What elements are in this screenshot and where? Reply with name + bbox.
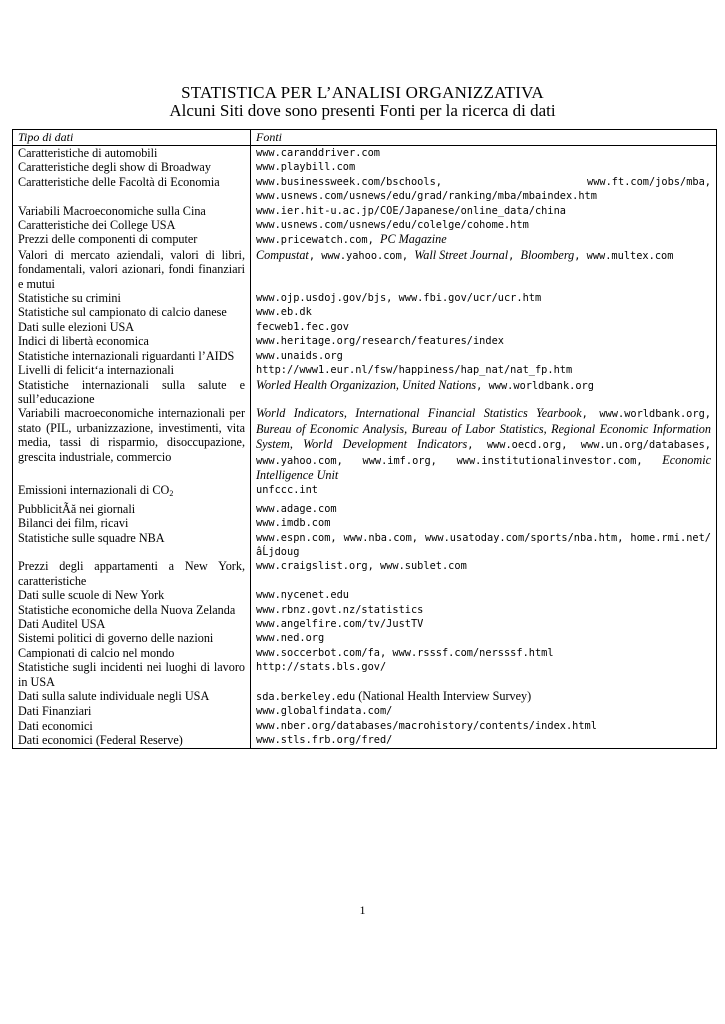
table-row [13,160,717,174]
cell-tipo [13,617,251,631]
cell-fonti [251,733,717,748]
source-link: unfccc.int [256,484,318,497]
cell-fonti [251,483,717,501]
cell-tipo [13,588,251,602]
source-link: , www.oecd.org, www.un.org/databases, www.yahoo.com, www.imf.org, www.institutionalinvestor.com, [256,439,711,467]
table-row [13,334,717,348]
source-link: www.nber.org/databases/macrohistory/contents/index.html [256,719,597,732]
cell-fonti [251,334,717,348]
source-name: Bloomberg [520,247,575,262]
cell-fonti [251,704,717,718]
tipo-text: Statistiche sulle squadre NBA [18,530,165,545]
table-row [13,689,717,704]
tipo-text: Variabili macroeconomiche internazionali per stato (PIL, urbanizzazione, investimenti, vita media, tassi di risparmio, disoccupazione, grescita industriale, commercio [18,406,245,464]
source-link: www.businessweek.com/bschools, www.ft.com/jobs/mba, www.usnews.com/usnews/edu/grad/ranking/mba/mbaindex.htm [256,175,711,203]
table-row [13,378,717,407]
tipo-text: Dati Finanziari [18,704,92,719]
cell-fonti [251,146,717,161]
source-link: www.globalfindata.com/ [256,705,393,718]
cell-tipo [13,516,251,530]
cell-tipo [13,291,251,305]
page-header [0,84,725,120]
cell-tipo [13,305,251,319]
source-link: www.unaids.org [256,349,343,362]
cell-fonti [251,689,717,704]
table-row [13,175,717,204]
cell-tipo [13,559,251,588]
source-link: www.usnews.com/usnews/edu/colelge/cohome.htm [256,219,529,232]
cell-fonti [251,175,717,204]
tipo-text: Dati economici (Federal Reserve) [18,733,183,748]
tipo-text: Dati sulle scuole di New York [18,588,165,603]
cell-fonti [251,588,717,602]
source-name: World Indicators, International Financial Statistics Yearbook [256,406,582,421]
table-row [13,218,717,232]
table-row [13,733,717,748]
table-row [13,363,717,377]
cell-fonti [251,406,717,483]
source-link: www.heritage.org/research/features/index [256,335,504,348]
source-link: www.imdb.com [256,517,331,530]
source-link: http://www1.eur.nl/fsw/happiness/hap_nat/nat_fp.htm [256,364,573,377]
tipo-text: Campionati di calcio nel mondo [18,645,175,660]
table-row [13,483,717,501]
tipo-text: Caratteristiche dei College USA [18,218,176,233]
tipo-text: Statistiche internazionali sulla salute e sull’educazione [18,377,245,406]
table-row [13,603,717,617]
table-row [13,660,717,689]
table-row [13,349,717,363]
tipo-text: Variabili Macroeconomiche sulla Cina [18,203,206,218]
cell-tipo [13,146,251,161]
source-name: Economic Intelligence Unit [256,452,711,482]
cell-tipo [13,646,251,660]
cell-tipo [13,531,251,560]
table-row [13,719,717,733]
table-row [13,646,717,660]
source-name: PC Magazine [380,232,447,247]
tipo-text: Statistiche sugli incidenti nei luoghi di lavoro in USA [18,660,245,689]
tipo-text: Statistiche economiche della Nuova Zelanda [18,602,236,617]
table-row [13,516,717,530]
table-row [13,406,717,483]
cell-fonti [251,631,717,645]
source-link: www.ier.hit-u.ac.jp/COE/Japanese/online_data/china [256,204,566,217]
column-header-fonti: Fonti [251,130,717,146]
cell-tipo [13,334,251,348]
page-subtitle: Alcuni Siti dove sono presenti Fonti per la ricerca di dati [169,101,556,120]
cell-tipo [13,320,251,334]
source-link: , www.yahoo.com, [308,249,415,262]
source-link: www.nycenet.edu [256,589,349,602]
tipo-text: Prezzi delle componenti di computer [18,232,198,247]
table-row [13,320,717,334]
cell-tipo [13,232,251,247]
source-link: www.craigslist.org, www.sublet.com [256,560,467,573]
table-row [13,204,717,218]
tipo-text: Livelli di felicit‘a internazionali [18,363,175,378]
cell-tipo [13,704,251,718]
tipo-text: Caratteristiche delle Facoltà di Economia [18,174,220,189]
cell-fonti [251,349,717,363]
table-body [13,146,717,749]
source-link: www.soccerbot.com/fa, www.rsssf.com/nersssf.html [256,646,554,659]
source-link: www.pricewatch.com, [256,234,380,247]
cell-fonti [251,218,717,232]
table-row [13,588,717,602]
cell-fonti [251,603,717,617]
cell-fonti [251,160,717,174]
table-row [13,631,717,645]
source-link: www.stls.frb.org/fred/ [256,734,393,747]
cell-tipo [13,733,251,748]
cell-fonti [251,502,717,516]
cell-tipo [13,218,251,232]
source-link: sda.berkeley.edu [256,691,356,704]
cell-tipo [13,248,251,291]
cell-fonti [251,719,717,733]
tipo-text: Valori di mercato aziendali, valori di libri, fondamentali, valori azionari, fondi finanziari e mutui [18,247,245,291]
cell-tipo [13,483,251,501]
tipo-text: Sistemi politici di governo delle nazioni [18,631,214,646]
cell-tipo [13,719,251,733]
source-link: (National Health Interview Survey) [355,689,532,704]
cell-fonti [251,320,717,334]
source-link: , www.worldbank.org [476,379,594,392]
source-link: www.espn.com, www.nba.com, www.usatoday.com/sports/nba.htm, home.rmi.net/âĹjdoug [256,531,711,558]
cell-tipo [13,204,251,218]
table-row [13,559,717,588]
cell-fonti [251,559,717,588]
cell-tipo [13,631,251,645]
table-row [13,502,717,516]
page-title: STATISTICA PER L’ANALISI ORGANIZZATIVA [181,83,544,102]
cell-fonti [251,305,717,319]
table-row [13,146,717,161]
cell-fonti [251,617,717,631]
cell-tipo [13,660,251,689]
table-row [13,617,717,631]
source-link: , [508,249,521,262]
cell-tipo [13,406,251,483]
tipo-text: Statistiche sul campionato di calcio danese [18,305,227,320]
source-link: http://stats.bls.gov/ [256,661,387,674]
source-link: www.rbnz.govt.nz/statistics [256,603,424,616]
source-link: , www.worldbank.org, [581,408,711,421]
cell-tipo [13,689,251,704]
tipo-text: PubblicitÃă nei giornali [18,501,136,516]
cell-fonti [251,378,717,407]
tipo-text: Prezzi degli appartamenti a New York, caratteristiche [18,559,245,588]
tipo-text: Caratteristiche di automobili [18,146,158,160]
cell-fonti [251,204,717,218]
source-name: Worled Health Organizazion, United Nations [256,377,477,392]
tipo-text: Statistiche su crimini [18,291,121,306]
source-name: Bureau of Economic Analysis, Bureau of Labor Statistics, Regional Economic Information System, World Development Indicators [256,421,711,452]
cell-tipo [13,502,251,516]
tipo-text: Caratteristiche degli show di Broadway [18,160,211,175]
source-link: www.eb.dk [256,306,312,319]
table-row [13,704,717,718]
table-row [13,291,717,305]
tipo-text: Dati Auditel USA [18,617,106,631]
cell-fonti [251,232,717,247]
table-row [13,531,717,560]
source-link: www.ojp.usdoj.gov/bjs, www.fbi.gov/ucr/ucr.htm [256,292,542,305]
column-header-tipo: Tipo di dati [13,130,251,146]
tipo-text: Dati sulle elezioni USA [18,319,135,334]
tipo-text: Dati sulla salute individuale negli USA [18,689,210,704]
cell-fonti [251,660,717,689]
source-link: fecweb1.fec.gov [256,320,349,333]
cell-fonti [251,363,717,377]
cell-tipo [13,160,251,174]
tipo-text: Bilanci dei film, ricavi [18,516,129,531]
cell-fonti [251,646,717,660]
table-row [13,248,717,291]
tipo-text: Emissioni internazionali di CO [18,483,170,498]
cell-fonti [251,516,717,530]
source-link: , www.multex.com [574,249,674,262]
table-row [13,305,717,319]
tipo-text: Indici di libertà economica [18,334,149,349]
source-name: Wall Street Journal [414,247,509,262]
tipo-text: Dati economici [18,718,93,733]
table-row [13,232,717,247]
source-link: www.caranddriver.com [256,147,380,159]
tipo-text: Statistiche internazionali riguardanti l’AIDS [18,348,235,363]
cell-fonti [251,248,717,291]
cell-tipo [13,175,251,204]
sources-table [12,129,717,749]
source-link: www.angelfire.com/tv/JustTV [256,618,424,630]
source-link: www.ned.org [256,632,325,645]
cell-tipo [13,603,251,617]
cell-tipo [13,349,251,363]
source-link: www.adage.com [256,502,337,515]
cell-fonti [251,531,717,560]
cell-tipo [13,363,251,377]
source-name: Compustat [256,247,309,262]
source-link: www.playbill.com [256,161,356,174]
table-header-row [13,130,717,146]
page-number: 1 [359,903,366,917]
subscript: 2 [169,489,174,499]
cell-tipo [13,378,251,407]
cell-fonti [251,291,717,305]
